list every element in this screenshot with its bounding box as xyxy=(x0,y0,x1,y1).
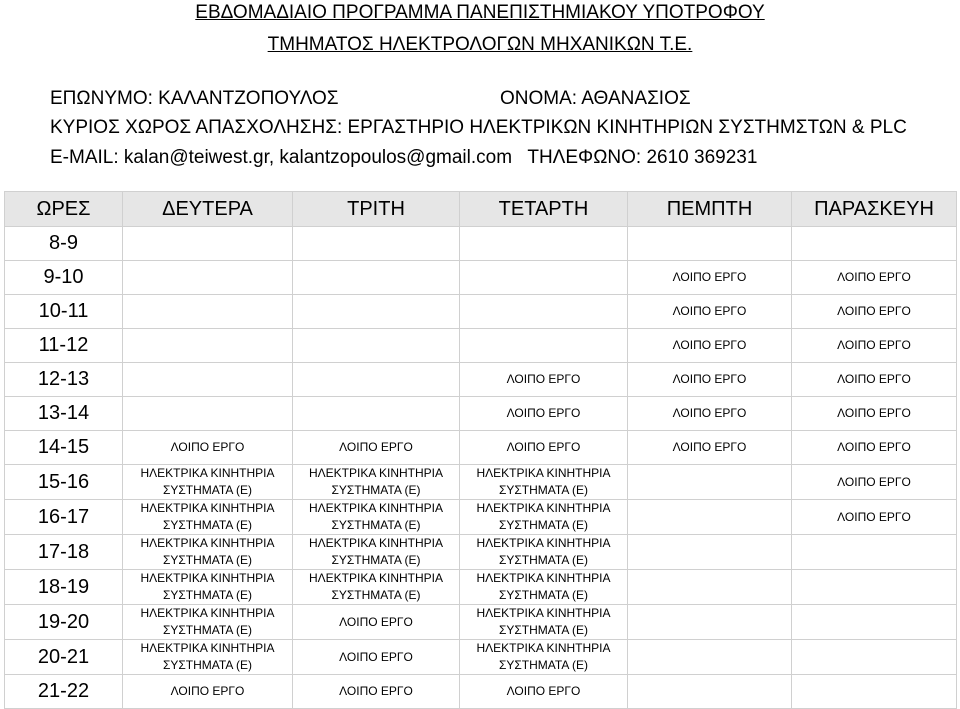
hour-cell: 13-14 xyxy=(5,397,123,431)
cell-friday xyxy=(792,535,957,570)
course-line-2: ΣΥΣΤΗΜΑΤΑ (Ε) xyxy=(162,623,253,637)
cell-wednesday xyxy=(460,640,628,675)
header-monday: ΔΕΥΤΕΡΑ xyxy=(123,192,293,227)
cell-friday xyxy=(792,570,957,605)
cell-tuesday: ΛΟΙΠΟ ΕΡΓΟ xyxy=(293,640,460,675)
cell-thursday: ΛΟΙΠΟ ΕΡΓΟ xyxy=(628,329,792,363)
hour-cell: 21-22 xyxy=(5,675,123,709)
course-line-1: ΗΛΕΚΤΡΙΚΑ ΚΙΝΗΤΗΡΙΑ xyxy=(308,571,444,585)
table-row xyxy=(5,640,957,675)
cell-friday: ΛΟΙΠΟ ΕΡΓΟ xyxy=(792,465,957,500)
hour-cell: 16-17 xyxy=(5,500,123,535)
cell-thursday: ΛΟΙΠΟ ΕΡΓΟ xyxy=(628,397,792,431)
surname-text: ΕΠΩΝΥΜΟ: ΚΑΛΑΝΤΖΟΠΟΥΛΟΣ xyxy=(50,88,339,109)
cell-tuesday: ΛΟΙΠΟ ΕΡΓΟ xyxy=(293,431,460,465)
cell-wednesday: ΛΟΙΠΟ ΕΡΓΟ xyxy=(460,397,628,431)
hour-cell: 15-16 xyxy=(5,465,123,500)
hour-cell: 18-19 xyxy=(5,570,123,605)
course-line-2: ΣΥΣΤΗΜΑΤΑ (Ε) xyxy=(162,588,253,602)
table-row xyxy=(5,227,957,261)
table-row xyxy=(5,570,957,605)
hour-cell: 8-9 xyxy=(5,227,123,261)
cell-tuesday xyxy=(293,465,460,500)
cell-thursday: ΛΟΙΠΟ ΕΡΓΟ xyxy=(628,261,792,295)
cell-wednesday xyxy=(460,261,628,295)
cell-thursday xyxy=(628,465,792,500)
course-line-1: ΗΛΕΚΤΡΙΚΑ ΚΙΝΗΤΗΡΙΑ xyxy=(476,641,611,655)
table-row xyxy=(5,397,957,431)
cell-tuesday xyxy=(293,570,460,605)
hour-cell: 10-11 xyxy=(5,295,123,329)
cell-tuesday: ΛΟΙΠΟ ΕΡΓΟ xyxy=(293,605,460,640)
cell-tuesday xyxy=(293,261,460,295)
cell-friday: ΛΟΙΠΟ ΕΡΓΟ xyxy=(792,363,957,397)
table-row xyxy=(5,431,957,465)
cell-thursday xyxy=(628,500,792,535)
cell-monday xyxy=(123,397,293,431)
table-row xyxy=(5,605,957,640)
cell-wednesday: ΛΟΙΠΟ ΕΡΓΟ xyxy=(460,675,628,709)
hour-cell: 9-10 xyxy=(5,261,123,295)
course-line-1: ΗΛΕΚΤΡΙΚΑ ΚΙΝΗΤΗΡΙΑ xyxy=(140,501,275,515)
cell-monday: ΛΟΙΠΟ ΕΡΓΟ xyxy=(123,431,293,465)
schedule-header-row xyxy=(5,192,957,227)
contact-line xyxy=(50,147,757,169)
course-line-1: ΗΛΕΚΤΡΙΚΑ ΚΙΝΗΤΗΡΙΑ xyxy=(476,571,611,585)
table-row xyxy=(5,329,957,363)
cell-wednesday xyxy=(460,329,628,363)
cell-friday xyxy=(792,605,957,640)
cell-monday xyxy=(123,570,293,605)
cell-thursday xyxy=(628,227,792,261)
cell-wednesday xyxy=(460,570,628,605)
table-row xyxy=(5,500,957,535)
cell-thursday xyxy=(628,640,792,675)
cell-monday xyxy=(123,640,293,675)
cell-tuesday: ΛΟΙΠΟ ΕΡΓΟ xyxy=(293,675,460,709)
title-line-2: ΤΜΗΜΑΤΟΣ ΗΛΕΚΤΡΟΛΟΓΩΝ ΜΗΧΑΝΙΚΩΝ Τ.Ε. xyxy=(267,34,693,55)
course-line-1: ΗΛΕΚΤΡΙΚΑ ΚΙΝΗΤΗΡΙΑ xyxy=(308,466,444,480)
header-thursday: ΠΕΜΠΤΗ xyxy=(628,192,792,227)
cell-wednesday: ΛΟΙΠΟ ΕΡΓΟ xyxy=(460,431,628,465)
hour-cell: 17-18 xyxy=(5,535,123,570)
course-line-1: ΗΛΕΚΤΡΙΚΑ ΚΙΝΗΤΗΡΙΑ xyxy=(140,466,275,480)
course-line-2: ΣΥΣΤΗΜΑΤΑ (Ε) xyxy=(162,658,253,672)
cell-tuesday xyxy=(293,227,460,261)
cell-thursday xyxy=(628,570,792,605)
cell-thursday xyxy=(628,535,792,570)
cell-monday xyxy=(123,329,293,363)
course-line-1: ΗΛΕΚΤΡΙΚΑ ΚΙΝΗΤΗΡΙΑ xyxy=(140,641,275,655)
course-line-1: ΗΛΕΚΤΡΙΚΑ ΚΙΝΗΤΗΡΙΑ xyxy=(308,536,444,550)
cell-wednesday xyxy=(460,500,628,535)
table-row xyxy=(5,295,957,329)
cell-wednesday xyxy=(460,535,628,570)
cell-tuesday xyxy=(293,397,460,431)
course-line-2: ΣΥΣΤΗΜΑΤΑ (Ε) xyxy=(162,483,253,497)
course-line-1: ΗΛΕΚΤΡΙΚΑ ΚΙΝΗΤΗΡΙΑ xyxy=(476,536,611,550)
cell-monday xyxy=(123,465,293,500)
cell-monday xyxy=(123,363,293,397)
cell-friday xyxy=(792,640,957,675)
course-line-1: ΗΛΕΚΤΡΙΚΑ ΚΙΝΗΤΗΡΙΑ xyxy=(476,501,611,515)
phone-text: ΤΗΛΕΦΩΝΟ: 2610 369231 xyxy=(527,147,758,168)
course-line-1: ΗΛΕΚΤΡΙΚΑ ΚΙΝΗΤΗΡΙΑ xyxy=(140,606,275,620)
table-row xyxy=(5,363,957,397)
name-line xyxy=(50,88,691,110)
cell-friday: ΛΟΙΠΟ ΕΡΓΟ xyxy=(792,295,957,329)
header-friday: ΠΑΡΑΣΚΕΥΗ xyxy=(792,192,957,227)
cell-friday: ΛΟΙΠΟ ΕΡΓΟ xyxy=(792,261,957,295)
header-tuesday: ΤΡΙΤΗ xyxy=(293,192,460,227)
course-line-1: ΗΛΕΚΤΡΙΚΑ ΚΙΝΗΤΗΡΙΑ xyxy=(140,571,275,585)
table-row xyxy=(5,261,957,295)
hour-cell: 12-13 xyxy=(5,363,123,397)
course-line-1: ΗΛΕΚΤΡΙΚΑ ΚΙΝΗΤΗΡΙΑ xyxy=(308,501,444,515)
course-line-1: ΗΛΕΚΤΡΙΚΑ ΚΙΝΗΤΗΡΙΑ xyxy=(476,466,611,480)
cell-friday: ΛΟΙΠΟ ΕΡΓΟ xyxy=(792,329,957,363)
course-line-2: ΣΥΣΤΗΜΑΤΑ (Ε) xyxy=(498,588,589,602)
course-line-1: ΗΛΕΚΤΡΙΚΑ ΚΙΝΗΤΗΡΙΑ xyxy=(476,606,611,620)
cell-wednesday xyxy=(460,605,628,640)
course-line-2: ΣΥΣΤΗΜΑΤΑ (Ε) xyxy=(498,553,589,567)
table-row xyxy=(5,465,957,500)
cell-tuesday xyxy=(293,500,460,535)
workplace-text: ΚΥΡΙΟΣ ΧΩΡΟΣ ΑΠΑΣΧΟΛΗΣΗΣ: ΕΡΓΑΣΤΗΡΙΟ ΗΛΕΚΤΡΙΚΩΝ ΚΙΝΗΤΗΡΙΩΝ ΣΥΣΤΗΜΣΤΩΝ & PLC xyxy=(50,117,907,138)
email-text: E-MAIL: kalan@teiwest.gr, kalantzopoulos@gmail.com xyxy=(50,147,513,168)
cell-thursday: ΛΟΙΠΟ ΕΡΓΟ xyxy=(628,431,792,465)
cell-monday xyxy=(123,605,293,640)
course-line-2: ΣΥΣΤΗΜΑΤΑ (Ε) xyxy=(498,518,589,532)
cell-monday xyxy=(123,500,293,535)
cell-tuesday xyxy=(293,329,460,363)
title-line-1: ΕΒΔΟΜΑΔΙΑΙΟ ΠΡΟΓΡΑΜΜΑ ΠΑΝΕΠΙΣΤΗΜΙΑΚΟΥ ΥΠΟΤΡΟΦΟΥ xyxy=(195,2,765,23)
table-row xyxy=(5,535,957,570)
course-line-2: ΣΥΣΤΗΜΑΤΑ (Ε) xyxy=(331,518,421,532)
course-line-1: ΗΛΕΚΤΡΙΚΑ ΚΙΝΗΤΗΡΙΑ xyxy=(140,536,275,550)
cell-monday xyxy=(123,295,293,329)
cell-tuesday xyxy=(293,363,460,397)
cell-tuesday xyxy=(293,535,460,570)
cell-wednesday xyxy=(460,465,628,500)
header-hours: ΩΡΕΣ xyxy=(5,192,123,227)
course-line-2: ΣΥΣΤΗΜΑΤΑ (Ε) xyxy=(162,518,253,532)
cell-monday xyxy=(123,535,293,570)
course-line-2: ΣΥΣΤΗΜΑΤΑ (Ε) xyxy=(498,623,589,637)
course-line-2: ΣΥΣΤΗΜΑΤΑ (Ε) xyxy=(331,588,421,602)
cell-thursday xyxy=(628,605,792,640)
schedule-body xyxy=(5,227,957,709)
cell-monday xyxy=(123,227,293,261)
cell-friday xyxy=(792,227,957,261)
header-wednesday: ΤΕΤΑΡΤΗ xyxy=(460,192,628,227)
cell-friday: ΛΟΙΠΟ ΕΡΓΟ xyxy=(792,397,957,431)
first-name-text: ΟΝΟΜΑ: ΑΘΑΝΑΣΙΟΣ xyxy=(500,88,691,109)
hour-cell: 11-12 xyxy=(5,329,123,363)
course-line-2: ΣΥΣΤΗΜΑΤΑ (Ε) xyxy=(162,553,253,567)
hour-cell: 20-21 xyxy=(5,640,123,675)
hour-cell: 14-15 xyxy=(5,431,123,465)
cell-tuesday xyxy=(293,295,460,329)
schedule-table xyxy=(4,191,957,709)
cell-monday: ΛΟΙΠΟ ΕΡΓΟ xyxy=(123,675,293,709)
cell-friday: ΛΟΙΠΟ ΕΡΓΟ xyxy=(792,500,957,535)
cell-friday: ΛΟΙΠΟ ΕΡΓΟ xyxy=(792,431,957,465)
cell-monday xyxy=(123,261,293,295)
cell-wednesday: ΛΟΙΠΟ ΕΡΓΟ xyxy=(460,363,628,397)
cell-wednesday xyxy=(460,295,628,329)
course-line-2: ΣΥΣΤΗΜΑΤΑ (Ε) xyxy=(331,553,421,567)
course-line-2: ΣΥΣΤΗΜΑΤΑ (Ε) xyxy=(498,483,589,497)
course-line-2: ΣΥΣΤΗΜΑΤΑ (Ε) xyxy=(498,658,589,672)
cell-thursday: ΛΟΙΠΟ ΕΡΓΟ xyxy=(628,363,792,397)
course-line-2: ΣΥΣΤΗΜΑΤΑ (Ε) xyxy=(331,483,421,497)
cell-wednesday xyxy=(460,227,628,261)
cell-thursday: ΛΟΙΠΟ ΕΡΓΟ xyxy=(628,295,792,329)
hour-cell: 19-20 xyxy=(5,605,123,640)
